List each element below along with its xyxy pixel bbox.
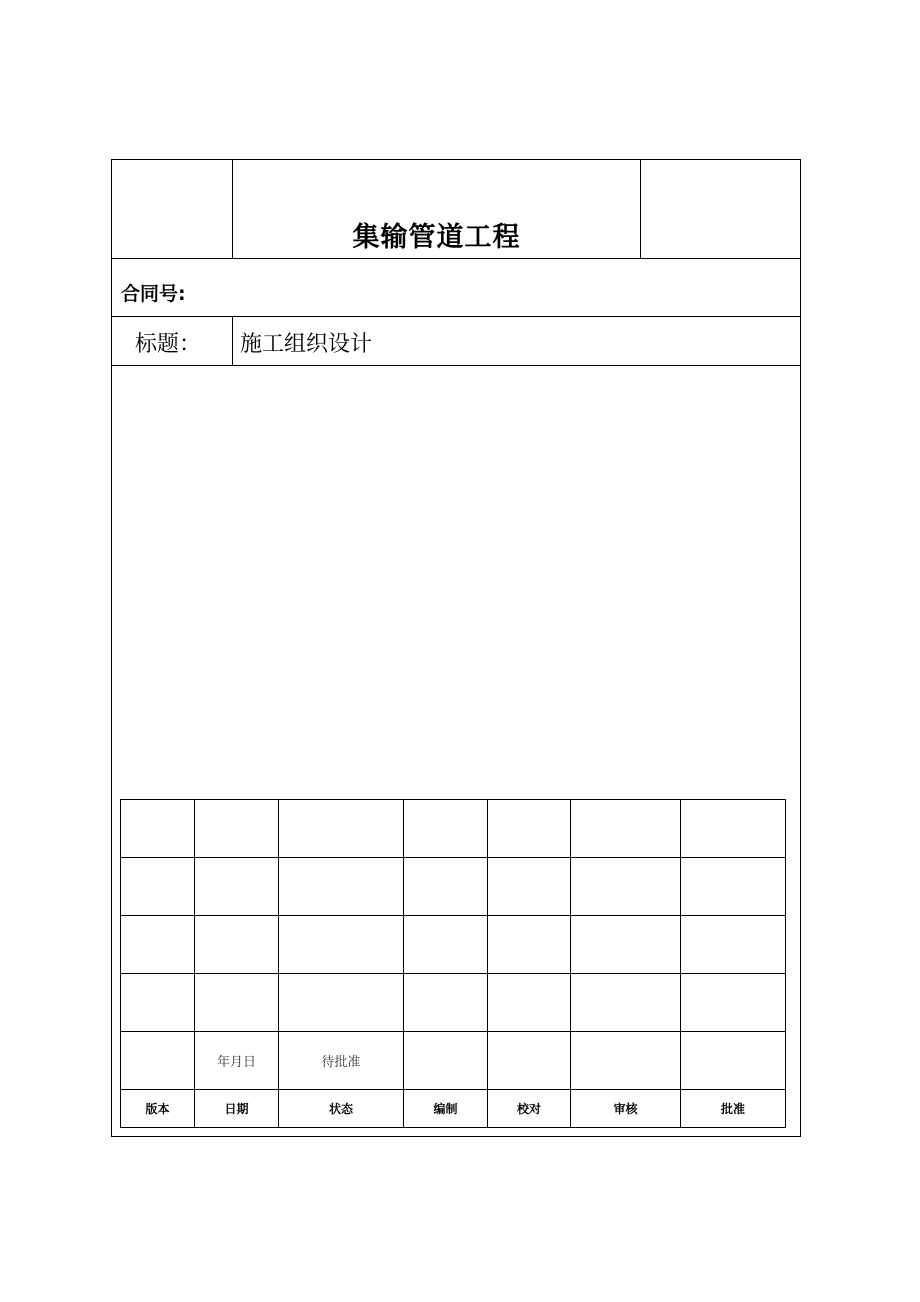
table-cell	[488, 800, 571, 858]
table-cell	[488, 916, 571, 974]
table-cell	[195, 858, 279, 916]
table-row	[121, 974, 786, 1032]
table-cell	[279, 858, 404, 916]
table-cell	[279, 916, 404, 974]
contract-row	[112, 259, 800, 317]
project-title: 集输管道工程	[352, 222, 521, 253]
code-cell	[641, 160, 800, 258]
date-placeholder: 年月日	[195, 1032, 279, 1090]
table-cell	[488, 1032, 571, 1090]
contract-label: 合同号:	[121, 283, 186, 305]
table-cell	[488, 974, 571, 1032]
table-cell	[571, 1032, 681, 1090]
document-title: 施工组织设计	[240, 332, 373, 357]
table-cell	[681, 916, 786, 974]
table-cell	[404, 974, 488, 1032]
column-header-prepared: 编制	[404, 1090, 488, 1128]
table-row	[121, 858, 786, 916]
table-cell	[571, 858, 681, 916]
table-cell	[279, 974, 404, 1032]
column-header-date: 日期	[195, 1090, 279, 1128]
table-cell	[121, 974, 195, 1032]
cover-sheet	[111, 159, 801, 1137]
table-cell	[488, 858, 571, 916]
table-row	[121, 800, 786, 858]
status-pending: 待批准	[279, 1032, 404, 1090]
table-cell	[121, 916, 195, 974]
column-header-checked: 校对	[488, 1090, 571, 1128]
title-cell	[233, 160, 641, 258]
table-cell	[404, 858, 488, 916]
table-cell	[195, 916, 279, 974]
table-cell	[279, 800, 404, 858]
column-header-reviewed: 审核	[571, 1090, 681, 1128]
table-cell	[121, 800, 195, 858]
table-cell	[121, 1032, 195, 1090]
table-cell	[571, 974, 681, 1032]
title-label-cell	[112, 317, 233, 365]
table-header-row	[121, 1090, 786, 1128]
column-header-status: 状态	[279, 1090, 404, 1128]
table-cell	[571, 916, 681, 974]
table-cell	[681, 858, 786, 916]
table-cell	[404, 1032, 488, 1090]
title-row	[112, 317, 800, 366]
column-header-version: 版本	[121, 1090, 195, 1128]
table-cell	[121, 858, 195, 916]
table-row	[121, 1032, 786, 1090]
table-row	[121, 916, 786, 974]
title-label: 标题：	[135, 332, 202, 357]
table-cell	[571, 800, 681, 858]
table-cell	[195, 800, 279, 858]
header-row	[112, 160, 800, 259]
table-cell	[681, 800, 786, 858]
column-header-approved: 批准	[681, 1090, 786, 1128]
logo-cell	[112, 160, 233, 258]
revision-table	[120, 799, 786, 1128]
table-cell	[404, 800, 488, 858]
table-cell	[195, 974, 279, 1032]
table-cell	[681, 1032, 786, 1090]
table-cell	[681, 974, 786, 1032]
table-cell	[404, 916, 488, 974]
